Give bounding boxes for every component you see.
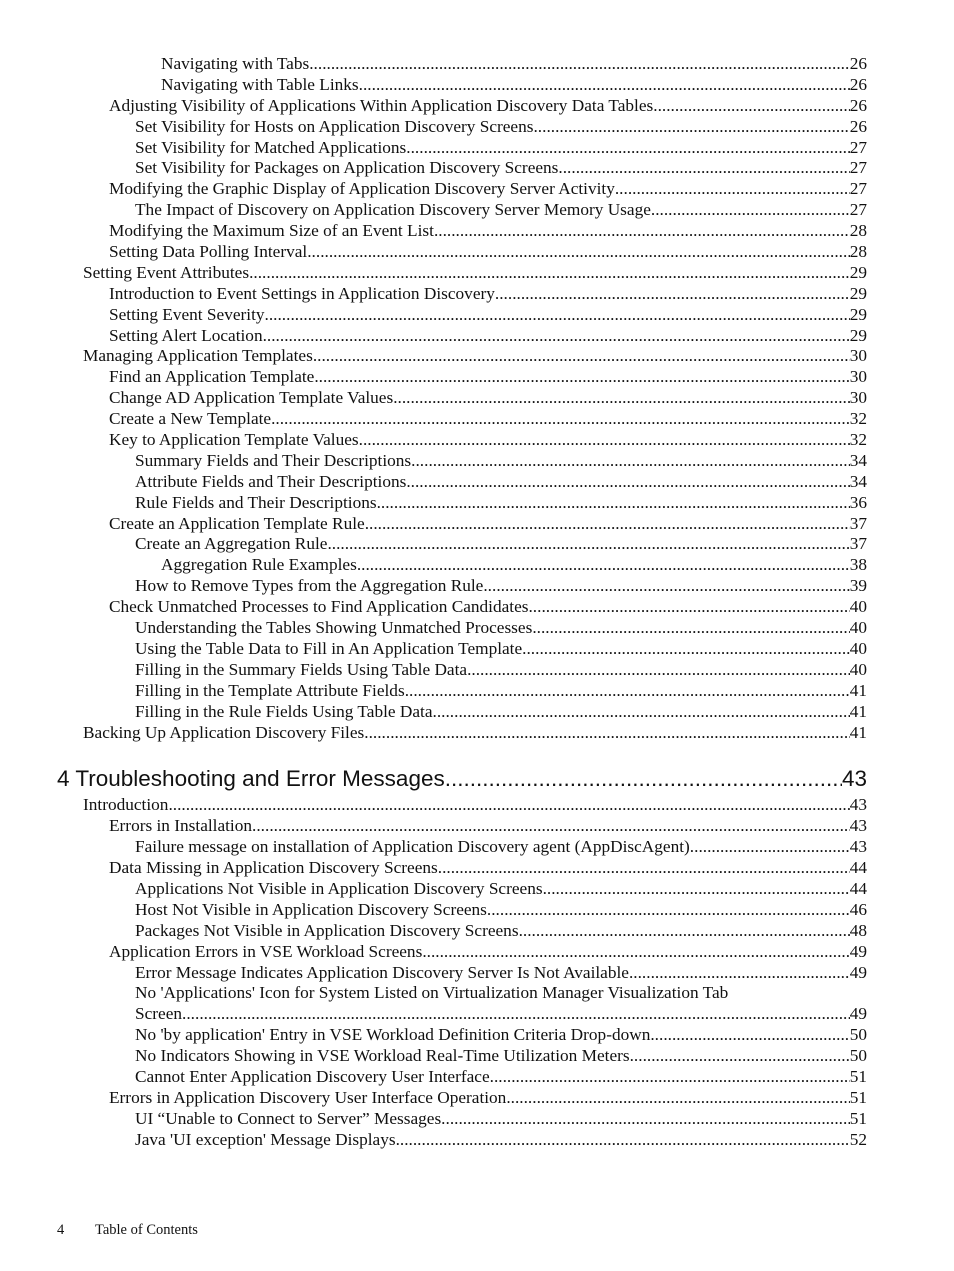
toc-entry-page-number: 50 <box>849 1025 867 1045</box>
toc-entry-page-number: 49 <box>849 1004 867 1024</box>
toc-entry[interactable] <box>0 221 954 242</box>
leader-dots <box>445 763 842 795</box>
toc-entry-page-number: 44 <box>849 858 867 878</box>
leader-dots <box>271 409 850 430</box>
toc-entry-page-number: 27 <box>849 200 867 220</box>
toc-entry-title: Create an Application Template Rule <box>109 513 365 533</box>
toc-entry[interactable] <box>0 54 954 75</box>
toc-entry[interactable] <box>0 96 954 117</box>
toc-entry-title: Setting Alert Location <box>109 325 263 345</box>
toc-entry-title: Find an Application Template <box>109 367 315 387</box>
leader-dots <box>405 681 850 702</box>
toc-entry-page-number: 29 <box>849 283 867 303</box>
toc-entry-title: Setting Event Attributes <box>83 262 250 282</box>
toc-section-part2b <box>0 1025 954 1150</box>
toc-entry-page-number: 41 <box>849 680 867 700</box>
toc-entry[interactable] <box>0 555 954 576</box>
toc-entry-title: Key to Application Template Values <box>109 430 359 450</box>
leader-dots <box>490 1067 850 1088</box>
toc-entry-page-number: 32 <box>849 430 867 450</box>
leader-dots <box>357 555 850 576</box>
toc-entry[interactable] <box>0 388 954 409</box>
toc-entry-page-number: 49 <box>849 941 867 961</box>
leader-dots <box>265 305 850 326</box>
toc-entry[interactable] <box>0 1130 954 1151</box>
toc-entry[interactable] <box>0 576 954 597</box>
leader-dots <box>327 534 849 555</box>
toc-entry[interactable] <box>0 75 954 96</box>
toc-entry[interactable] <box>0 660 954 681</box>
page-footer <box>57 1222 198 1239</box>
toc-entry-title: Cannot Enter Application Discovery User Interface <box>135 1067 490 1086</box>
toc-entry-title: Errors in Installation <box>109 816 253 836</box>
leader-dots <box>396 1130 850 1151</box>
toc-entry-title: Adjusting Visibility of Applications Within Application Discovery Data Tables <box>109 95 654 115</box>
toc-entry-title: Applications Not Visible in Application Discovery Screens <box>135 878 543 898</box>
toc-entry-title: Create a New Template <box>109 409 272 429</box>
toc-entry[interactable] <box>0 921 954 942</box>
toc-entry-title: Java 'UI exception' Message Displays <box>135 1129 396 1149</box>
toc-entry-title: Filling in the Template Attribute Fields <box>135 680 405 700</box>
toc-entry[interactable] <box>0 409 954 430</box>
toc-entry-page-number: 26 <box>849 74 867 94</box>
leader-dots <box>249 263 850 284</box>
toc-entry-page-number: 40 <box>849 638 867 658</box>
toc-entry-page-number: 30 <box>849 346 867 366</box>
toc-entry-page-number: 27 <box>849 179 867 199</box>
leader-dots <box>441 1109 850 1130</box>
toc-entry-title: Attribute Fields and Their Descriptions <box>135 471 407 491</box>
toc-entry-page-number: 34 <box>849 471 867 491</box>
toc-entry-title: Setting Event Severity <box>109 304 265 324</box>
toc-entry[interactable] <box>0 1067 954 1088</box>
toc-entry[interactable] <box>0 1046 954 1067</box>
toc-entry-title: Understanding the Tables Showing Unmatched Processes <box>135 618 533 638</box>
toc-entry-page-number: 34 <box>849 450 867 470</box>
leader-dots <box>393 388 850 409</box>
leader-dots <box>422 942 849 963</box>
toc-entry-title: Host Not Visible in Application Discovery Screens <box>135 899 487 919</box>
toc-entry[interactable] <box>0 702 954 723</box>
toc-entry-page-number: 43 <box>849 837 867 857</box>
table-of-contents <box>0 54 954 1151</box>
toc-entry-page-number: 26 <box>849 95 867 115</box>
leader-dots <box>411 451 850 472</box>
leader-dots <box>533 117 849 138</box>
leader-dots <box>558 158 849 179</box>
toc-entry-title: Filling in the Summary Fields Using Table Data <box>135 659 468 679</box>
toc-entry[interactable] <box>0 514 954 535</box>
leader-dots <box>359 430 850 451</box>
toc-entry-title-line1: No 'Applications' Icon for System Listed on Virtualization Manager Visualization Tab <box>135 983 729 1003</box>
leader-dots <box>314 367 849 388</box>
leader-dots <box>263 326 850 347</box>
leader-dots <box>630 1046 850 1067</box>
toc-entry-page-number: 37 <box>849 513 867 533</box>
toc-entry-title: Check Unmatched Processes to Find Application Candidates <box>109 597 529 617</box>
toc-entry[interactable] <box>0 472 954 493</box>
leader-dots <box>532 618 849 639</box>
toc-entry[interactable] <box>0 430 954 451</box>
toc-entry-page-number: 40 <box>849 659 867 679</box>
leader-dots <box>629 963 850 984</box>
toc-entry-page-number: 40 <box>849 597 867 617</box>
leader-dots <box>543 879 850 900</box>
leader-dots <box>313 346 850 367</box>
leader-dots <box>359 75 850 96</box>
toc-entry-title: Filling in the Rule Fields Using Table Data <box>135 701 433 721</box>
toc-entry-page-number: 43 <box>849 816 867 836</box>
toc-entry-page-number: 43 <box>849 795 867 815</box>
leader-dots <box>438 858 850 879</box>
toc-entry[interactable] <box>0 597 954 618</box>
toc-entry-title: Set Visibility for Packages on Application Discovery Screens <box>135 158 559 178</box>
leader-dots <box>651 200 850 221</box>
toc-entry[interactable] <box>0 263 954 284</box>
toc-entry-page-number: 27 <box>849 137 867 157</box>
toc-entry-title: Managing Application Templates <box>83 346 313 366</box>
toc-entry[interactable] <box>0 158 954 179</box>
toc-entry-title: Modifying the Graphic Display of Application Discovery Server Activity <box>109 179 615 199</box>
leader-dots <box>506 1088 849 1109</box>
toc-entry-wrapped[interactable] <box>0 983 954 1025</box>
toc-entry-title: Packages Not Visible in Application Discovery Screens <box>135 920 519 940</box>
leader-dots <box>615 179 850 200</box>
toc-entry-page-number: 49 <box>849 962 867 982</box>
leader-dots <box>690 837 850 858</box>
toc-entry-page-number: 44 <box>849 878 867 898</box>
leader-dots <box>434 221 850 242</box>
leader-dots <box>653 96 849 117</box>
toc-entry-title: Navigating with Tabs <box>161 54 310 73</box>
toc-entry[interactable] <box>0 723 954 744</box>
chapter-page-number: 43 <box>841 766 867 792</box>
toc-entry-title: Introduction to Event Settings in Application Discovery <box>109 283 495 303</box>
toc-entry[interactable] <box>0 284 954 305</box>
toc-entry-page-number: 29 <box>849 325 867 345</box>
toc-entry[interactable] <box>0 179 954 200</box>
toc-entry-title: No Indicators Showing in VSE Workload Real-Time Utilization Meters <box>135 1046 630 1066</box>
toc-entry-title: Modifying the Maximum Size of an Event List <box>109 221 434 241</box>
leader-dots <box>168 795 849 816</box>
toc-entry[interactable] <box>0 451 954 472</box>
toc-entry-title: The Impact of Discovery on Application Discovery Server Memory Usage <box>135 200 651 220</box>
toc-entry[interactable] <box>0 367 954 388</box>
toc-entry-title: How to Remove Types from the Aggregation Rule <box>135 576 484 596</box>
toc-entry-title: Data Missing in Application Discovery Screens <box>109 858 438 878</box>
toc-entry-title: Application Errors in VSE Workload Screens <box>109 941 423 961</box>
toc-entry-title: Rule Fields and Their Descriptions <box>135 492 377 512</box>
toc-entry-page-number: 28 <box>849 221 867 241</box>
leader-dots <box>487 900 850 921</box>
leader-dots <box>406 472 849 493</box>
toc-entry[interactable] <box>0 795 954 816</box>
toc-entry-page-number: 48 <box>849 920 867 940</box>
toc-entry[interactable] <box>0 879 954 900</box>
toc-entry[interactable] <box>0 534 954 555</box>
toc-entry-title: Navigating with Table Links <box>161 74 359 94</box>
toc-entry-page-number: 27 <box>849 158 867 178</box>
toc-entry-title: Errors in Application Discovery User Interface Operation <box>109 1087 507 1107</box>
toc-entry[interactable] <box>0 117 954 138</box>
toc-entry-title: Introduction <box>83 795 169 815</box>
toc-entry-title: UI “Unable to Connect to Server” Messages <box>135 1108 442 1128</box>
toc-entry-page-number: 26 <box>849 54 867 73</box>
toc-entry-page-number: 41 <box>849 722 867 742</box>
toc-entry[interactable] <box>0 242 954 263</box>
leader-dots <box>519 921 850 942</box>
toc-entry[interactable] <box>0 942 954 963</box>
chapter-heading[interactable] <box>0 763 954 795</box>
toc-entry-title: Failure message on installation of Application Discovery agent (AppDiscAgent) <box>135 837 690 857</box>
toc-section-part2a <box>0 795 954 983</box>
leader-dots <box>650 1025 849 1046</box>
toc-entry-page-number: 50 <box>849 1046 867 1066</box>
leader-dots <box>528 597 849 618</box>
toc-entry-title: No 'by application' Entry in VSE Workload Definition Criteria Drop-down <box>135 1025 651 1045</box>
toc-entry-title-line2: Screen <box>135 1004 183 1024</box>
toc-entry-page-number: 51 <box>849 1087 867 1107</box>
toc-entry[interactable] <box>0 138 954 159</box>
leader-dots <box>433 702 850 723</box>
toc-entry[interactable] <box>0 346 954 367</box>
chapter-title: 4 Troubleshooting and Error Messages <box>57 766 445 792</box>
toc-entry-page-number: 29 <box>849 262 867 282</box>
toc-entry-page-number: 51 <box>849 1108 867 1128</box>
toc-entry-page-number: 30 <box>849 367 867 387</box>
toc-entry[interactable] <box>0 326 954 347</box>
leader-dots <box>495 284 850 305</box>
toc-entry-page-number: 28 <box>849 242 867 262</box>
toc-entry-title: Aggregation Rule Examples <box>161 555 357 575</box>
toc-entry-page-number: 52 <box>849 1129 867 1149</box>
toc-section-part1 <box>0 54 954 743</box>
leader-dots <box>365 514 850 535</box>
toc-entry-page-number: 36 <box>849 492 867 512</box>
toc-entry-title: Using the Table Data to Fill in An Application Template <box>135 638 523 658</box>
toc-entry-title: Backing Up Application Discovery Files <box>83 722 365 742</box>
toc-entry-page-number: 46 <box>849 899 867 919</box>
toc-entry[interactable] <box>0 681 954 702</box>
toc-entry-page-number: 37 <box>849 534 867 554</box>
toc-entry-page-number: 32 <box>849 409 867 429</box>
leader-dots <box>364 723 849 744</box>
toc-entry[interactable] <box>0 963 954 984</box>
toc-entry[interactable] <box>0 837 954 858</box>
toc-entry-title: Change AD Application Template Values <box>109 388 394 408</box>
toc-entry[interactable] <box>0 1088 954 1109</box>
leader-dots <box>252 816 850 837</box>
toc-entry[interactable] <box>0 200 954 221</box>
toc-entry-page-number: 29 <box>849 304 867 324</box>
leader-dots <box>467 660 850 681</box>
toc-entry[interactable] <box>0 618 954 639</box>
toc-entry-page-number: 38 <box>849 555 867 575</box>
leader-dots <box>377 493 850 514</box>
toc-entry[interactable] <box>0 900 954 921</box>
leader-dots <box>307 242 849 263</box>
toc-entry[interactable] <box>0 858 954 879</box>
toc-entry[interactable] <box>0 305 954 326</box>
footer-page-number: 4 <box>57 1222 65 1238</box>
leader-dots <box>406 138 849 159</box>
toc-entry-page-number: 40 <box>849 618 867 638</box>
toc-entry-page-number: 30 <box>849 388 867 408</box>
toc-entry[interactable] <box>0 639 954 660</box>
toc-entry-page-number: 39 <box>849 576 867 596</box>
leader-dots <box>182 1004 850 1025</box>
toc-entry[interactable] <box>0 493 954 514</box>
toc-entry[interactable] <box>0 1109 954 1130</box>
toc-entry-title: Error Message Indicates Application Discovery Server Is Not Available <box>135 962 629 982</box>
leader-dots <box>522 639 850 660</box>
toc-entry-title: Set Visibility for Matched Applications <box>135 137 407 157</box>
leader-dots <box>483 576 849 597</box>
toc-entry-page-number: 26 <box>849 116 867 136</box>
toc-entry[interactable] <box>0 1025 954 1046</box>
toc-entry[interactable] <box>0 816 954 837</box>
toc-entry-title: Create an Aggregation Rule <box>135 534 328 554</box>
toc-entry-page-number: 41 <box>849 701 867 721</box>
footer-label: Table of Contents <box>95 1222 198 1238</box>
toc-entry-title: Summary Fields and Their Descriptions <box>135 450 412 470</box>
leader-dots <box>309 54 849 75</box>
toc-entry-page-number: 51 <box>849 1067 867 1086</box>
toc-entry-title: Set Visibility for Hosts on Application Discovery Screens <box>135 116 534 136</box>
toc-entry-title: Setting Data Polling Interval <box>109 242 308 262</box>
